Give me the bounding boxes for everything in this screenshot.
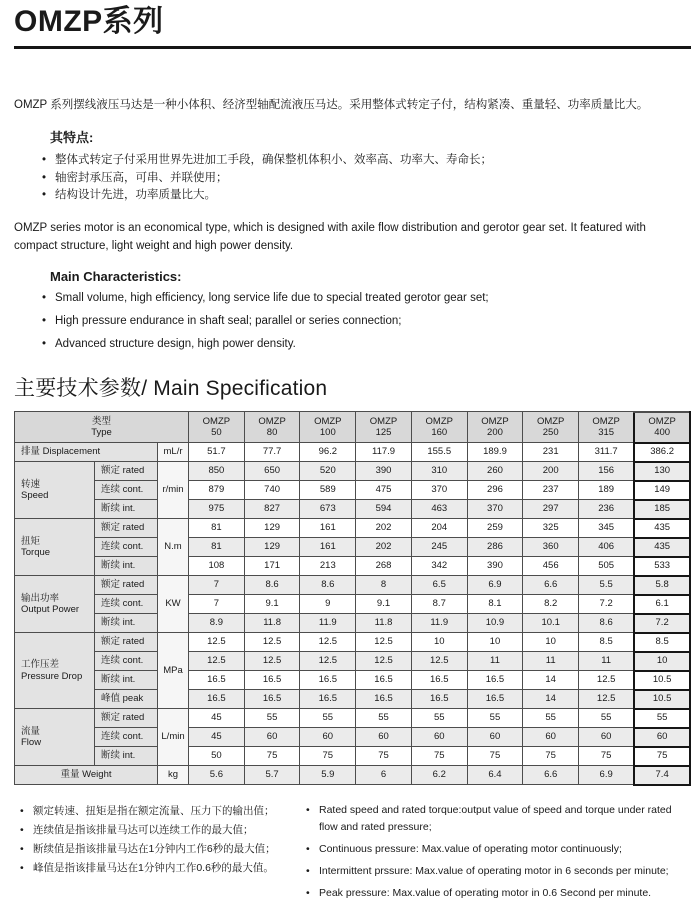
model-code: 400 xyxy=(654,427,671,439)
section-label-cell xyxy=(15,709,95,766)
spec-value-cell: 5.8 xyxy=(634,576,690,595)
spec-value-cell: 311.7 xyxy=(579,443,635,462)
spec-value-cell: 827 xyxy=(244,500,300,519)
spec-value-cell: 156 xyxy=(579,462,635,481)
footnote-item: • Peak pressure: Max.value of operating motor in 0.6 Second per minute. xyxy=(306,885,691,902)
spec-value-cell: 10.1 xyxy=(523,614,579,633)
spec-value-cell: 533 xyxy=(634,557,690,576)
spec-value-cell: 296 xyxy=(467,481,523,500)
spec-value-cell: 75 xyxy=(579,747,635,766)
spec-value-cell: 14 xyxy=(523,690,579,709)
spec-value-cell: 5.6 xyxy=(189,766,245,785)
spec-value-cell: 11 xyxy=(579,652,635,671)
model-series: OMZP xyxy=(648,415,676,427)
spec-value-cell: 45 xyxy=(189,728,245,747)
spec-value-cell: 75 xyxy=(244,747,300,766)
model-header-cell xyxy=(579,412,635,443)
section-label-zh: 工作压差 xyxy=(21,659,60,671)
spec-value-cell: 7.4 xyxy=(634,766,690,785)
section-label-cell xyxy=(15,633,95,709)
unit-cell: MPa xyxy=(158,633,189,709)
row-label-cell: 峰值 peak xyxy=(95,690,158,709)
footnotes xyxy=(14,802,691,907)
section-label-cell xyxy=(15,462,95,519)
section-label-en: Output Power xyxy=(21,604,80,616)
spec-value-cell: 435 xyxy=(634,538,690,557)
spec-value-cell: 6.6 xyxy=(523,576,579,595)
spec-table-body xyxy=(15,443,691,785)
footnote-item: • Rated speed and rated torque:output value of speed and torque under rated flow and rated pressure; xyxy=(306,802,691,836)
spec-value-cell: 360 xyxy=(523,538,579,557)
spec-value-cell: 6.5 xyxy=(411,576,467,595)
spec-value-cell: 345 xyxy=(579,519,635,538)
spec-value-cell: 185 xyxy=(634,500,690,519)
spec-value-cell: 75 xyxy=(300,747,356,766)
intro-paragraph-zh: OMZP 系列摆线液压马达是一种小体积、经济型轴配流液压马达。采用整体式转定子付，结构紧凑、重量轻、功率质量比大。 xyxy=(14,99,649,111)
spec-table-header-row xyxy=(15,412,691,443)
spec-value-cell: 8.6 xyxy=(579,614,635,633)
footnote-item: • 额定转速、扭矩是指在额定流量、压力下的输出值； xyxy=(20,802,306,820)
row-label-cell: 连续 cont. xyxy=(95,481,158,500)
section-label-cell xyxy=(15,519,95,576)
feature-item: • High pressure endurance in shaft seal; parallel or series connection; xyxy=(42,313,691,329)
table-row xyxy=(15,709,691,728)
spec-value-cell: 213 xyxy=(300,557,356,576)
spec-value-cell: 189.9 xyxy=(467,443,523,462)
spec-value-cell: 45 xyxy=(189,709,245,728)
spec-value-cell: 8.5 xyxy=(634,633,690,652)
spec-value-cell: 370 xyxy=(467,500,523,519)
model-header-cell xyxy=(467,412,523,443)
spec-value-cell: 8.6 xyxy=(244,576,300,595)
section-label-en: Pressure Drop xyxy=(21,670,83,682)
row-label-cell: 额定 rated xyxy=(95,576,158,595)
spec-value-cell: 149 xyxy=(634,481,690,500)
spec-value-cell: 51.7 xyxy=(189,443,245,462)
spec-value-cell: 589 xyxy=(300,481,356,500)
row-label-cell: 断续 int. xyxy=(95,671,158,690)
spec-value-cell: 60 xyxy=(634,728,690,747)
footnote-item: • Continuous pressure: Max.value of operating motor continuously; xyxy=(306,841,691,858)
row-label-cell: 连续 cont. xyxy=(95,728,158,747)
spec-value-cell: 55 xyxy=(523,709,579,728)
spec-value-cell: 14 xyxy=(523,671,579,690)
section-label-zh: 转速 xyxy=(21,478,41,490)
spec-value-cell: 202 xyxy=(356,538,412,557)
spec-value-cell: 10.5 xyxy=(634,690,690,709)
spec-value-cell: 11.9 xyxy=(300,614,356,633)
spec-value-cell: 161 xyxy=(300,519,356,538)
spec-value-cell: 11 xyxy=(523,652,579,671)
spec-value-cell: 8.7 xyxy=(411,595,467,614)
spec-value-cell: 7 xyxy=(189,595,245,614)
intro-paragraph-en: OMZP series motor is an economical type, which is designed with axile flow distribution and gerotor gear set. It featured with compact structure, light weight and high power density. xyxy=(14,221,646,253)
unit-cell: L/min xyxy=(158,709,189,766)
model-header-cell xyxy=(189,412,245,443)
spec-value-cell: 10 xyxy=(467,633,523,652)
unit-cell: kg xyxy=(158,766,189,785)
table-row xyxy=(15,671,691,690)
spec-value-cell: 16.5 xyxy=(300,671,356,690)
table-row xyxy=(15,500,691,519)
spec-value-cell: 12.5 xyxy=(189,652,245,671)
spec-value-cell: 650 xyxy=(244,462,300,481)
features-list-zh xyxy=(42,152,691,205)
table-row xyxy=(15,766,691,785)
row-label-cell: 额定 rated xyxy=(95,462,158,481)
feature-item: • 整体式转定子付采用世界先进加工手段，确保整机体积小、效率高、功率大、寿命长； xyxy=(42,152,691,170)
spec-value-cell: 12.5 xyxy=(300,652,356,671)
spec-value-cell: 16.5 xyxy=(300,690,356,709)
model-header-cell xyxy=(634,412,690,443)
spec-value-cell: 10.5 xyxy=(634,671,690,690)
unit-cell: mL/r xyxy=(158,443,189,462)
spec-value-cell: 231 xyxy=(523,443,579,462)
spec-value-cell: 77.7 xyxy=(244,443,300,462)
feature-item: • 轴密封承压高，可串、并联使用； xyxy=(42,170,691,188)
row-label-cell: 额定 rated xyxy=(95,709,158,728)
spec-value-cell: 5.5 xyxy=(579,576,635,595)
spec-value-cell: 55 xyxy=(244,709,300,728)
section-label-en: Speed xyxy=(21,490,49,502)
spec-value-cell: 406 xyxy=(579,538,635,557)
spec-value-cell: 6.4 xyxy=(467,766,523,785)
spec-value-cell: 245 xyxy=(411,538,467,557)
model-header-cell xyxy=(356,412,412,443)
spec-value-cell: 200 xyxy=(523,462,579,481)
spec-value-cell: 260 xyxy=(467,462,523,481)
spec-value-cell: 520 xyxy=(300,462,356,481)
model-series: OMZP xyxy=(314,415,342,427)
spec-value-cell: 129 xyxy=(244,519,300,538)
spec-value-cell: 12.5 xyxy=(189,633,245,652)
table-row xyxy=(15,614,691,633)
page-title: OMZP系列 xyxy=(14,5,164,38)
footnote-item: • 连续值是指该排量马达可以连续工作的最大值； xyxy=(20,821,306,839)
spec-value-cell: 7.2 xyxy=(579,595,635,614)
spec-value-cell: 16.5 xyxy=(411,690,467,709)
row-label-cell: 连续 cont. xyxy=(95,538,158,557)
model-header-cell xyxy=(523,412,579,443)
model-code: 160 xyxy=(431,427,448,439)
footnote-item: • Intermittent prssure: Max.value of operating motor in 6 seconds per minute; xyxy=(306,863,691,880)
spec-value-cell: 6.6 xyxy=(523,766,579,785)
spec-value-cell: 12.5 xyxy=(356,652,412,671)
spec-value-cell: 60 xyxy=(300,728,356,747)
spec-value-cell: 171 xyxy=(244,557,300,576)
spec-value-cell: 161 xyxy=(300,538,356,557)
table-row xyxy=(15,576,691,595)
table-row xyxy=(15,728,691,747)
spec-value-cell: 11.8 xyxy=(244,614,300,633)
spec-value-cell: 370 xyxy=(411,481,467,500)
spec-value-cell: 5.7 xyxy=(244,766,300,785)
spec-value-cell: 155.5 xyxy=(411,443,467,462)
model-header-cell xyxy=(300,412,356,443)
row-label-cell: 断续 int. xyxy=(95,500,158,519)
spec-value-cell: 60 xyxy=(411,728,467,747)
spec-value-cell: 9 xyxy=(300,595,356,614)
spec-value-cell: 16.5 xyxy=(467,671,523,690)
spec-value-cell: 390 xyxy=(467,557,523,576)
spec-value-cell: 16.5 xyxy=(356,671,412,690)
footnotes-en xyxy=(306,802,691,907)
section-label-zh: 扭矩 xyxy=(21,535,41,547)
spec-value-cell: 12.5 xyxy=(579,690,635,709)
spec-value-cell: 10 xyxy=(411,633,467,652)
type-label-en: Type xyxy=(91,427,112,439)
table-row xyxy=(15,595,691,614)
spec-value-cell: 8.1 xyxy=(467,595,523,614)
spec-table xyxy=(14,411,691,786)
spec-value-cell: 8.6 xyxy=(300,576,356,595)
spec-value-cell: 75 xyxy=(467,747,523,766)
type-label-zh: 类型 xyxy=(92,415,112,427)
spec-value-cell: 6.9 xyxy=(467,576,523,595)
spec-value-cell: 259 xyxy=(467,519,523,538)
spec-value-cell: 75 xyxy=(356,747,412,766)
footnotes-zh xyxy=(20,802,306,907)
model-series: OMZP xyxy=(481,415,509,427)
spec-value-cell: 6 xyxy=(356,766,412,785)
spec-value-cell: 81 xyxy=(189,538,245,557)
model-code: 315 xyxy=(598,427,615,439)
spec-value-cell: 5.9 xyxy=(300,766,356,785)
spec-value-cell: 342 xyxy=(411,557,467,576)
spec-value-cell: 75 xyxy=(523,747,579,766)
spec-value-cell: 11.8 xyxy=(356,614,412,633)
spec-value-cell: 108 xyxy=(189,557,245,576)
spec-value-cell: 12.5 xyxy=(579,671,635,690)
spec-value-cell: 16.5 xyxy=(356,690,412,709)
row-label-cell: 额定 rated xyxy=(95,633,158,652)
spec-value-cell: 55 xyxy=(579,709,635,728)
spec-value-cell: 55 xyxy=(634,709,690,728)
spec-value-cell: 75 xyxy=(411,747,467,766)
spec-value-cell: 386.2 xyxy=(634,443,690,462)
spec-value-cell: 6.9 xyxy=(579,766,635,785)
spec-value-cell: 96.2 xyxy=(300,443,356,462)
spec-value-cell: 297 xyxy=(523,500,579,519)
spec-value-cell: 12.5 xyxy=(244,633,300,652)
spec-value-cell: 12.5 xyxy=(356,633,412,652)
spec-value-cell: 16.5 xyxy=(467,690,523,709)
spec-value-cell: 7.2 xyxy=(634,614,690,633)
section-label-cell xyxy=(15,576,95,633)
spec-value-cell: 60 xyxy=(356,728,412,747)
spec-value-cell: 463 xyxy=(411,500,467,519)
spec-value-cell: 236 xyxy=(579,500,635,519)
spec-value-cell: 740 xyxy=(244,481,300,500)
model-code: 50 xyxy=(211,427,222,439)
section-label-en: Flow xyxy=(21,737,42,749)
spec-value-cell: 12.5 xyxy=(300,633,356,652)
row-label-cell: 连续 cont. xyxy=(95,595,158,614)
section-label-en: Torque xyxy=(21,547,51,559)
spec-value-cell: 475 xyxy=(356,481,412,500)
spec-value-cell: 8 xyxy=(356,576,412,595)
spec-value-cell: 60 xyxy=(467,728,523,747)
spec-value-cell: 594 xyxy=(356,500,412,519)
row-label-cell: 断续 int. xyxy=(95,614,158,633)
table-row xyxy=(15,519,691,538)
spec-value-cell: 11 xyxy=(467,652,523,671)
section-label-cell: 重量 Weight xyxy=(15,766,158,785)
model-code: 200 xyxy=(487,427,503,439)
spec-value-cell: 16.5 xyxy=(189,690,245,709)
spec-value-cell: 850 xyxy=(189,462,245,481)
spec-value-cell: 10 xyxy=(523,633,579,652)
unit-cell: N.m xyxy=(158,519,189,576)
section-label-zh: 输出功率 xyxy=(21,592,60,604)
spec-value-cell: 6.2 xyxy=(411,766,467,785)
spec-value-cell: 9.1 xyxy=(356,595,412,614)
spec-value-cell: 8.9 xyxy=(189,614,245,633)
footnote-item: • 峰值是指该排量马达在1分钟内工作0.6秒的最大值。 xyxy=(20,859,306,877)
spec-value-cell: 129 xyxy=(244,538,300,557)
spec-value-cell: 286 xyxy=(467,538,523,557)
model-code: 250 xyxy=(542,427,559,439)
model-code: 125 xyxy=(375,427,392,439)
spec-value-cell: 456 xyxy=(523,557,579,576)
unit-cell: KW xyxy=(158,576,189,633)
spec-value-cell: 237 xyxy=(523,481,579,500)
spec-value-cell: 310 xyxy=(411,462,467,481)
spec-value-cell: 189 xyxy=(579,481,635,500)
spec-value-cell: 6.1 xyxy=(634,595,690,614)
spec-value-cell: 390 xyxy=(356,462,412,481)
model-series: OMZP xyxy=(592,415,620,427)
model-header-cell xyxy=(244,412,300,443)
spec-value-cell: 435 xyxy=(634,519,690,538)
spec-value-cell: 204 xyxy=(411,519,467,538)
feature-item: • Advanced structure design, high power density. xyxy=(42,336,691,352)
table-row xyxy=(15,690,691,709)
spec-value-cell: 10.9 xyxy=(467,614,523,633)
spec-section-heading: 主要技术参数/ Main Specification xyxy=(14,376,328,400)
spec-value-cell: 60 xyxy=(244,728,300,747)
spec-value-cell: 60 xyxy=(579,728,635,747)
features-heading-en: Main Characteristics: xyxy=(50,268,182,284)
feature-item: • Small volume, high efficiency, long service life due to special treated gerotor gear set; xyxy=(42,290,691,306)
spec-value-cell: 7 xyxy=(189,576,245,595)
spec-value-cell: 55 xyxy=(411,709,467,728)
spec-value-cell: 60 xyxy=(523,728,579,747)
spec-value-cell: 673 xyxy=(300,500,356,519)
model-code: 100 xyxy=(319,427,336,439)
section-label-cell: 排量 Displacement xyxy=(15,443,158,462)
spec-value-cell: 81 xyxy=(189,519,245,538)
spec-table-head xyxy=(15,412,691,443)
spec-value-cell: 55 xyxy=(300,709,356,728)
row-label-cell: 断续 int. xyxy=(95,557,158,576)
spec-value-cell: 8.5 xyxy=(579,633,635,652)
spec-value-cell: 75 xyxy=(634,747,690,766)
spec-value-cell: 55 xyxy=(467,709,523,728)
spec-value-cell: 16.5 xyxy=(244,690,300,709)
table-row xyxy=(15,557,691,576)
spec-value-cell: 50 xyxy=(189,747,245,766)
spec-value-cell: 202 xyxy=(356,519,412,538)
spec-value-cell: 12.5 xyxy=(244,652,300,671)
table-row xyxy=(15,747,691,766)
table-row xyxy=(15,443,691,462)
spec-value-cell: 8.2 xyxy=(523,595,579,614)
spec-value-cell: 9.1 xyxy=(244,595,300,614)
features-list-en xyxy=(42,290,691,352)
table-row xyxy=(15,462,691,481)
model-code: 80 xyxy=(266,427,278,439)
features-heading-zh: 其特点: xyxy=(50,130,94,146)
spec-value-cell: 325 xyxy=(523,519,579,538)
model-series: OMZP xyxy=(425,415,453,427)
footnote-item: • 断续值是指该排量马达在1分钟内工作6秒的最大值； xyxy=(20,840,306,858)
spec-value-cell: 16.5 xyxy=(411,671,467,690)
spec-value-cell: 16.5 xyxy=(189,671,245,690)
row-label-cell: 额定 rated xyxy=(95,519,158,538)
model-series: OMZP xyxy=(369,415,398,427)
spec-value-cell: 879 xyxy=(189,481,245,500)
spec-value-cell: 268 xyxy=(356,557,412,576)
spec-value-cell: 16.5 xyxy=(244,671,300,690)
model-series: OMZP xyxy=(536,415,565,427)
table-row xyxy=(15,633,691,652)
model-header-cell xyxy=(411,412,467,443)
unit-cell: r/min xyxy=(158,462,189,519)
section-label-zh: 流量 xyxy=(21,725,41,737)
row-label-cell: 连续 cont. xyxy=(95,652,158,671)
spec-value-cell: 55 xyxy=(356,709,412,728)
spec-value-cell: 10 xyxy=(634,652,690,671)
model-series: OMZP xyxy=(202,415,231,427)
feature-item: • 结构设计先进，功率质量比大。 xyxy=(42,187,691,205)
spec-value-cell: 505 xyxy=(579,557,635,576)
title-block xyxy=(14,4,691,49)
table-row xyxy=(15,652,691,671)
spec-value-cell: 130 xyxy=(634,462,690,481)
spec-value-cell: 12.5 xyxy=(411,652,467,671)
model-series: OMZP xyxy=(258,415,286,427)
type-header-cell xyxy=(15,412,189,443)
table-row xyxy=(15,481,691,500)
spec-value-cell: 11.9 xyxy=(411,614,467,633)
spec-value-cell: 975 xyxy=(189,500,245,519)
spec-value-cell: 117.9 xyxy=(356,443,412,462)
table-row xyxy=(15,538,691,557)
row-label-cell: 断续 int. xyxy=(95,747,158,766)
